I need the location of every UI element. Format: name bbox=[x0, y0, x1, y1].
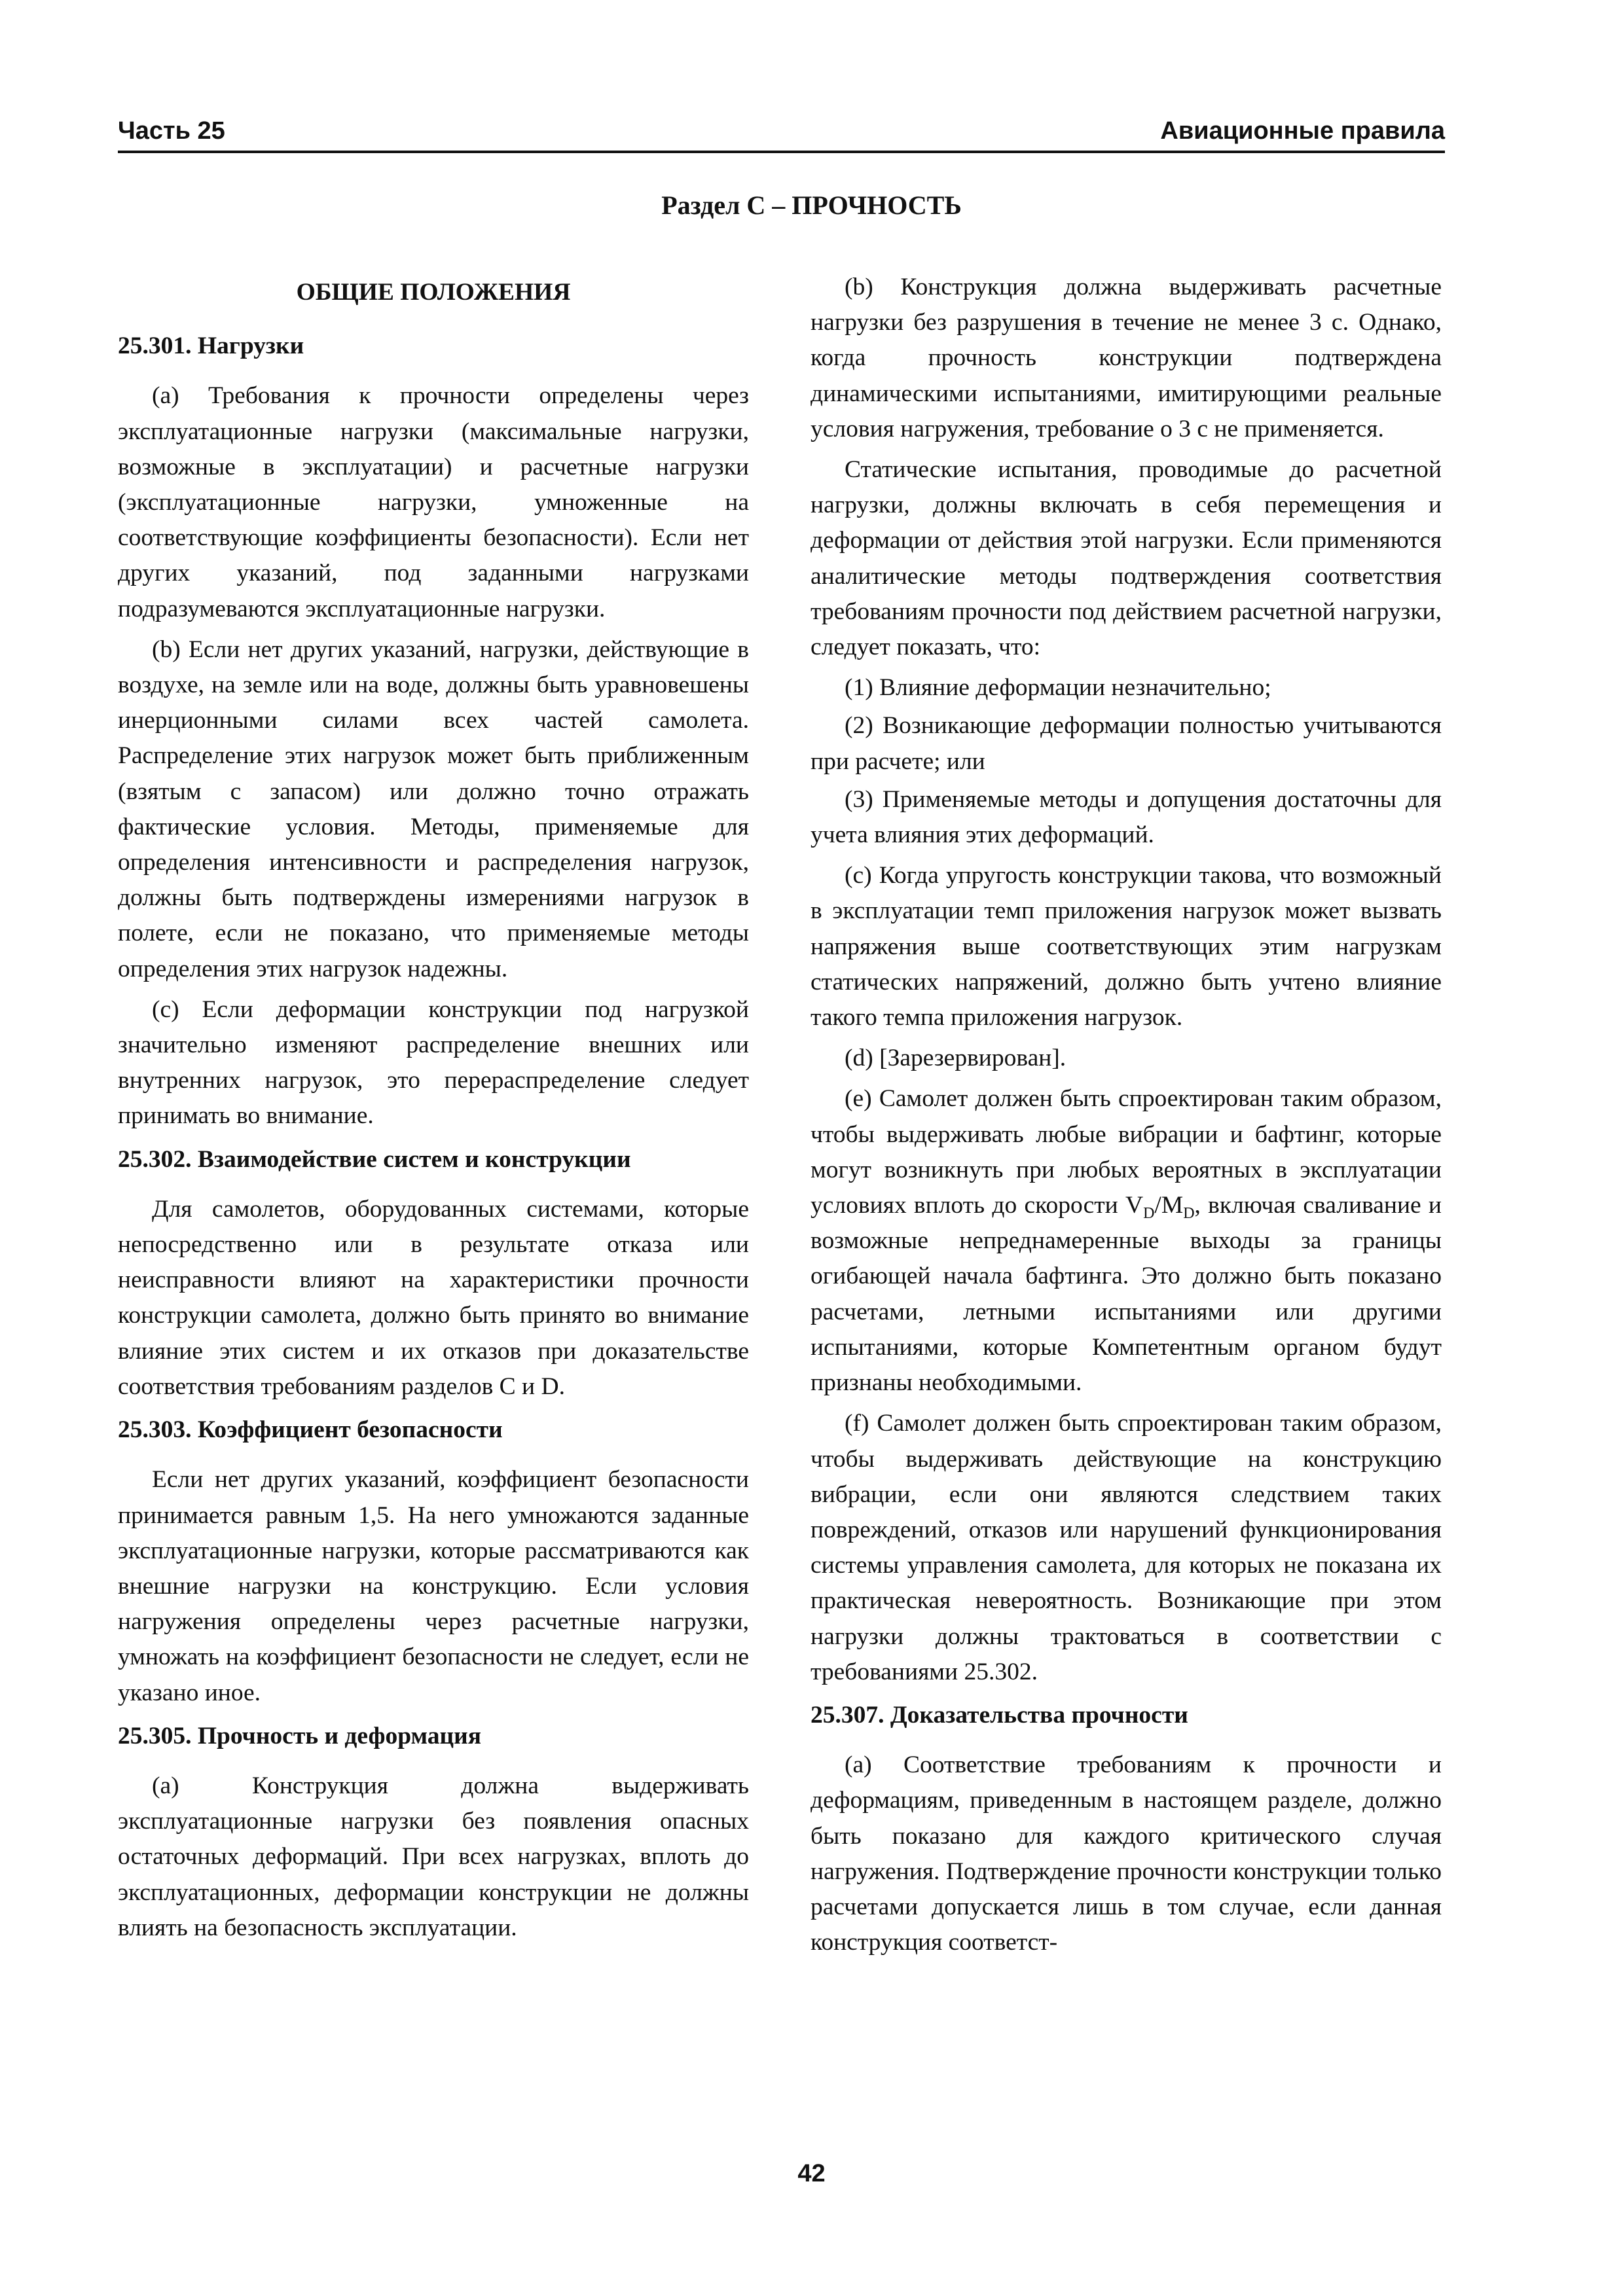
para-25-305-b: (b) Конструкция должна выдерживать расчетные нагрузки без разрушения в течение не менее 3 с. Однако, когда прочность конструкции подтверждена динамическими испытаниями, имитирующими реальные условия нагружения, требование о 3 с не применяется. bbox=[811, 274, 1442, 442]
para-25-305-b1: (1) Влияние деформации незначительно; bbox=[845, 674, 1271, 702]
para-25-302: Для самолетов, оборудованных системами, которые непосредственно или в результате отказа или неисправности влияют на характеристики прочности конструкции самолета, должно быть принято во внимание влияние этих систем и их отказов при доказательстве соответствия требованиям разделов С и D. bbox=[118, 1195, 749, 1400]
right-column bbox=[811, 270, 1442, 1965]
para-25-305-f: (f) Самолет должен быть спроектирован таким образом, чтобы выдерживать действующие на конструкцию вибрации, если они являются следствием таких повреждений, отказов или нарушений функционирования системы управления самолета, для которых не показана их практическая невероятность. Возникающие при этом нагрузки должны трактоваться в соответствии с требованиями 25.302. bbox=[811, 1410, 1442, 1685]
heading-25-302: 25.302. Взаимодействие систем и конструкции bbox=[118, 1145, 631, 1173]
heading-25-301: 25.301. Нагрузки bbox=[118, 332, 304, 360]
section-title: Раздел C – ПРОЧНОСТЬ bbox=[661, 190, 962, 220]
heading-25-307: 25.307. Доказательства прочности bbox=[811, 1701, 1188, 1729]
para-25-305-e-end: , включая сваливание и возможные непреднамеренные выходы за границы огибающей начала бафтинга. Это должно быть показано расчетами, летными испытаниями или другими испытаниями, которые Компетентным органом будут признаны необходимыми. bbox=[811, 1192, 1442, 1397]
para-25-305-b2: (2) Возникающие деформации полностью учитываются при расчете; или bbox=[811, 712, 1442, 775]
para-25-305-d: (d) [Зарезервирован]. bbox=[845, 1045, 1067, 1072]
header-part-label: Часть 25 bbox=[118, 117, 225, 145]
left-column bbox=[118, 275, 749, 1951]
para-25-301-b: (b) Если нет других указаний, нагрузки, действующие в воздухе, на земле или на воде, должны быть уравновешены инерционными силами всех частей самолета. Распределение этих нагрузок может быть приближенным (взятым с запасом) или должно точно отражать фактические условия. Методы, применяемые для определения интенсивности и распределения нагрузок, должны быть подтверждены измерениями нагрузок в полете, если не показано, что применяемые методы определения этих нагрузок надежны. bbox=[118, 636, 749, 982]
para-25-303: Если нет других указаний, коэффициент безопасности принимается равным 1,5. На него умножаются заданные эксплуатационные нагрузки, которые рассматриваются как внешние нагрузки на конструкцию. Если условия нагружения определены через расчетные нагрузки, умножать на коэффициент безопасности не следует, если не указано иное. bbox=[118, 1466, 749, 1706]
subscript-d-1: D bbox=[1143, 1205, 1155, 1223]
para-25-301-c: (c) Если деформации конструкции под нагрузкой значительно изменяют распределение внешних или внутренних нагрузок, это перераспределение следует принимать во внимание. bbox=[118, 996, 749, 1130]
mach-symbol: /M bbox=[1154, 1192, 1184, 1219]
para-25-301-a: (a) Требования к прочности определены через эксплуатационные нагрузки (максимальные нагрузки, возможные в эксплуатации) и расчетные нагрузки (эксплуатационные нагрузки, умноженные на соответствующие коэффициенты безопасности). Если нет других указаний, под заданными нагрузками подразумеваются эксплуатационные нагрузки. bbox=[118, 382, 749, 622]
subscript-d-2: D bbox=[1183, 1205, 1195, 1223]
para-25-305-e-start: (e) Самолет должен быть спроектирован таким образом, чтобы выдерживать любые вибрации и бафтинг, которые могут возникнуть при любых вероятных в эксплуатации условиях вплоть до скорости V bbox=[811, 1085, 1442, 1219]
para-25-305-c: (c) Когда упругость конструкции такова, что возможный в эксплуатации темп приложения нагрузок может вызвать напряжения выше соответствующих этим нагрузкам статических напряжений, должно быть учтено влияние такого темпа приложения нагрузок. bbox=[811, 862, 1442, 1031]
para-25-307-a: (a) Соответствие требованиям к прочности и деформациям, приведенным в настоящем разделе, должно быть показано для каждого критического случая нагружения. Подтверждение прочности конструкции только расчетами допускается лишь в том случае, если данная конструкция соответст- bbox=[811, 1751, 1442, 1956]
para-25-305-a: (a) Конструкция должна выдерживать эксплуатационные нагрузки без появления опасных остаточных деформаций. При всех нагрузках, вплоть до эксплуатационных, деформации конструкции не должны влиять на безопасность эксплуатации. bbox=[118, 1772, 749, 1941]
running-header bbox=[118, 110, 1445, 153]
para-25-305-e bbox=[811, 1081, 1442, 1401]
para-25-305-b3: (3) Применяемые методы и допущения достаточны для учета влияния этих деформаций. bbox=[811, 785, 1442, 849]
para-25-305-static: Статические испытания, проводимые до расчетной нагрузки, должны включать в себя перемещения и деформации от действия этой нагрузки. Если применяются аналитические методы подтверждения соответствия требованиям прочности под действием расчетной нагрузки, следует показать, что: bbox=[811, 456, 1442, 661]
heading-25-303: 25.303. Коэффициент безопасности bbox=[118, 1416, 503, 1444]
heading-25-305: 25.305. Прочность и деформация bbox=[118, 1722, 482, 1749]
subsection-heading: ОБЩИЕ ПОЛОЖЕНИЯ bbox=[296, 279, 571, 306]
page-number: 42 bbox=[797, 2160, 826, 2187]
header-title: Авиационные правила bbox=[1160, 117, 1445, 145]
